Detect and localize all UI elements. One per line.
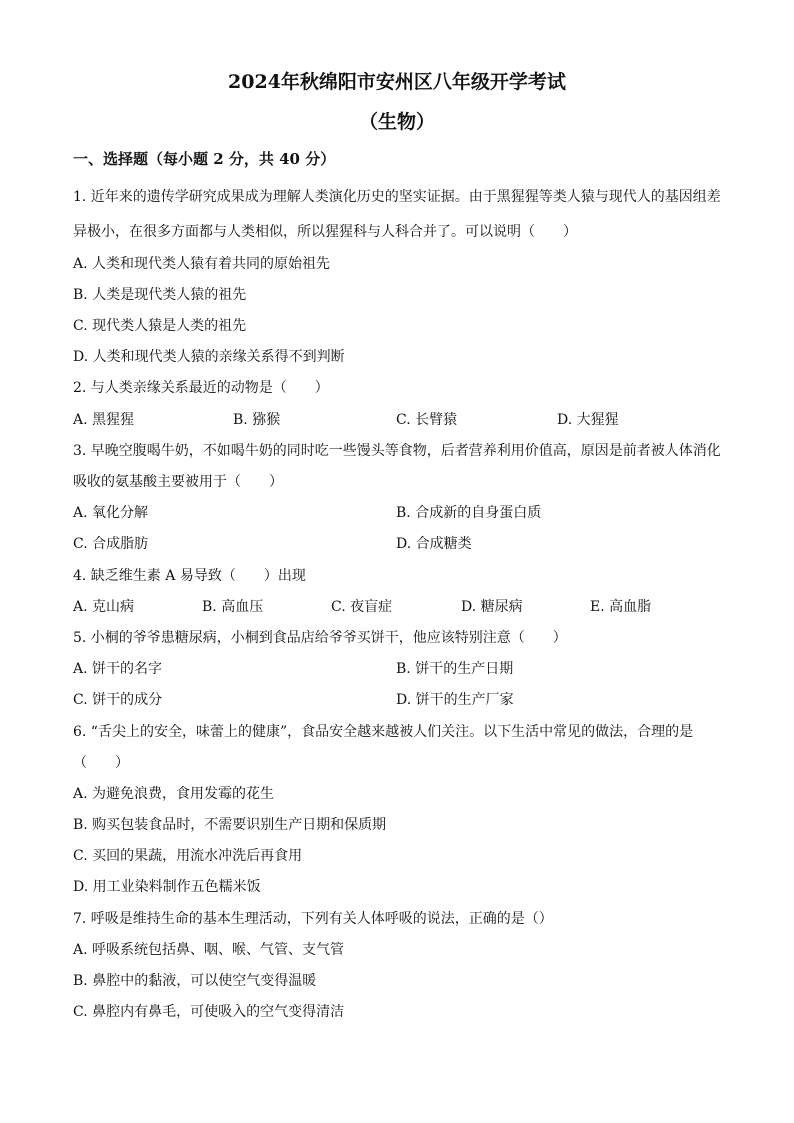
question-1-line-1: 1. 近年来的遗传学研究成果成为理解人类演化历史的坚实证据。由于黑猩猩等类人猿与现代人的基因组差 [73,189,721,205]
question-2-option-b: B. 猕猴 [233,412,281,428]
exam-subject: （生物） [358,111,435,133]
question-5-option-b: B. 饼干的生产日期 [396,661,514,677]
question-7-option-c: C. 鼻腔内有鼻毛，可使吸入的空气变得清洁 [73,1004,345,1020]
exam-title: 2024年秋绵阳市安州区八年级开学考试 [228,71,566,93]
question-3-line-2: 吸收的氨基酸主要被用于（ ） [73,474,283,490]
question-4-line-1: 4. 缺乏维生素 A 易导致（ ）出现 [73,568,306,584]
section-heading: 一、选择题（每小题 2 分，共 40 分） [73,150,336,168]
question-3-line-1: 3. 早晚空腹喝牛奶，不如喝牛奶的同时吃一些馒头等食物，后者营养利用价值高，原因是前者被人体消化 [73,443,721,459]
question-4-option-e: E. 高血脂 [590,599,652,615]
question-1-option-b: B. 人类是现代类人猿的祖先 [73,287,247,303]
question-3-option-a: A. 氧化分解 [73,505,149,521]
question-2-option-c: C. 长臂猿 [396,412,458,428]
question-6-line-1: 6. “舌尖上的安全，味蕾上的健康”，食品安全越来越被人们关注。以下生活中常见的做法，合理的是 [73,724,694,740]
question-6-line-2: （ ） [73,755,129,771]
question-3-option-d: D. 合成糖类 [396,536,472,552]
question-6-option-d: D. 用工业染料制作五色糯米饭 [73,879,261,895]
question-1-line-2: 异极小，在很多方面都与人类相似，所以猩猩科与人科合并了。可以说明（ ） [73,224,577,240]
question-6-option-b: B. 购买包装食品时，不需要识别生产日期和保质期 [73,817,387,833]
question-7-option-b: B. 鼻腔中的黏液，可以使空气变得温暖 [73,973,317,989]
question-3-option-c: C. 合成脂肪 [73,536,149,552]
question-1-option-d: D. 人类和现代类人猿的亲缘关系得不到判断 [73,349,345,365]
question-7-line-1: 7. 呼吸是维持生命的基本生理活动，下列有关人体呼吸的说法，正确的是（） [73,911,553,927]
question-1-option-a: A. 人类和现代类人猿有着共同的原始祖先 [73,256,331,272]
question-7-option-a: A. 呼吸系统包括鼻、咽、喉、气管、支气管 [73,942,345,958]
question-4-option-c: C. 夜盲症 [331,599,393,615]
question-2-option-a: A. 黑猩猩 [73,412,135,428]
question-5-line-1: 5. 小桐的爷爷患糖尿病，小桐到食品店给爷爷买饼干，他应该特别注意（ ） [73,630,567,646]
question-5-option-d: D. 饼干的生产厂家 [396,692,514,708]
question-6-option-c: C. 买回的果蔬，用流水冲洗后再食用 [73,848,303,864]
question-2-line-1: 2. 与人类亲缘关系最近的动物是（ ） [73,380,329,396]
question-6-option-a: A. 为避免浪费，食用发霉的花生 [73,786,275,802]
question-1-option-c: C. 现代类人猿是人类的祖先 [73,318,247,334]
question-2-option-d: D. 大猩猩 [557,412,619,428]
question-5-option-a: A. 饼干的名字 [73,661,163,677]
question-4-option-b: B. 高血压 [202,599,264,615]
question-4-option-d: D. 糖尿病 [461,599,523,615]
question-4-option-a: A. 克山病 [73,599,135,615]
question-5-option-c: C. 饼干的成分 [73,692,163,708]
question-3-option-b: B. 合成新的自身蛋白质 [396,505,542,521]
